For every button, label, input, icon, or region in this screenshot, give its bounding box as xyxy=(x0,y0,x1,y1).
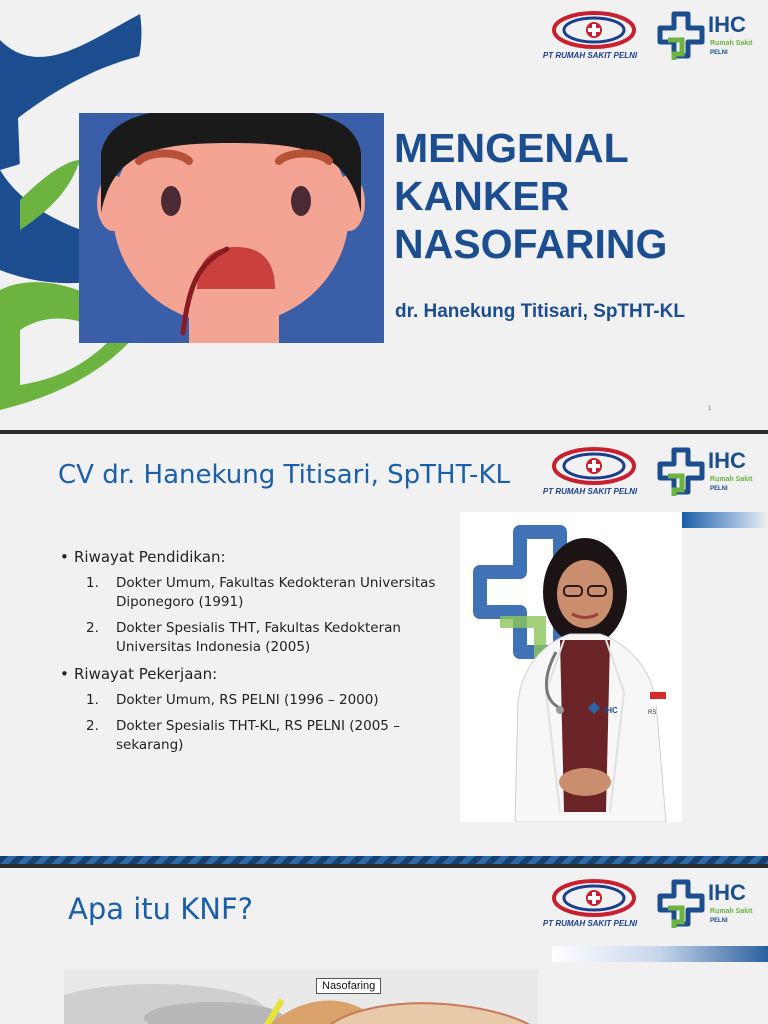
ihc-logo-subtext: PELNI xyxy=(710,918,728,924)
hospital-logos xyxy=(528,878,768,938)
ihc-logo-subtext: Rumah Sakit xyxy=(710,476,753,483)
nasopharynx-anatomy-image xyxy=(64,970,538,1024)
hospital-logos xyxy=(528,10,768,70)
ihc-logo-subtext: PELNI xyxy=(710,486,728,492)
work-section xyxy=(60,665,450,755)
coat-badge-text: IHC xyxy=(604,706,618,715)
list-number: 2. xyxy=(86,620,99,636)
ihc-logo-text: IHC xyxy=(708,12,746,37)
education-list xyxy=(60,574,450,657)
coat-badge-small: RS xyxy=(648,710,657,716)
ihc-logo-subtext: Rumah Sakit xyxy=(710,908,753,915)
doctor-photo xyxy=(460,512,682,822)
title-line: KANKER xyxy=(394,173,570,219)
section-heading: • Riwayat Pekerjaan: xyxy=(60,665,450,683)
ihc-logo xyxy=(654,446,764,502)
list-item-text: Dokter Spesialis THT, Fakultas Kedokteran Universitas Indonesia (2005) xyxy=(116,620,401,655)
pelni-logo xyxy=(528,878,648,934)
nasofaring-label: Nasofaring xyxy=(316,978,381,994)
accent-stripe xyxy=(682,512,768,528)
hospital-logos xyxy=(528,446,768,506)
page-number: 1 xyxy=(708,406,712,412)
pelni-logo-text: PT RUMAH SAKIT PELNI xyxy=(542,51,638,60)
pelni-logo-text: PT RUMAH SAKIT PELNI xyxy=(542,919,638,928)
pelni-logo xyxy=(528,446,648,502)
slide-title: Apa itu KNF? xyxy=(68,892,254,926)
pattern-band xyxy=(0,856,768,864)
list-number: 2. xyxy=(86,718,99,734)
cv-slide xyxy=(0,434,768,864)
list-item xyxy=(60,574,450,612)
title-line: NASOFARING xyxy=(394,221,668,267)
ihc-logo-text: IHC xyxy=(708,448,746,473)
ihc-logo xyxy=(654,10,764,66)
ihc-logo xyxy=(654,878,764,934)
education-section xyxy=(60,548,450,657)
list-item-text: Dokter Umum, Fakultas Kedokteran Universitas Diponegoro (1991) xyxy=(116,575,436,610)
title-line: MENGENAL xyxy=(394,125,629,171)
work-list xyxy=(60,691,450,755)
presenter-name: dr. Hanekung Titisari, SpTHT-KL xyxy=(395,301,685,322)
list-number: 1. xyxy=(86,575,99,591)
list-item xyxy=(60,691,450,710)
pelni-logo xyxy=(528,10,648,66)
knf-slide xyxy=(0,868,768,1024)
nosebleed-illustration xyxy=(79,113,384,343)
section-heading: • Riwayat Pendidikan: xyxy=(60,548,450,566)
title-slide xyxy=(0,0,768,430)
accent-stripe xyxy=(552,946,768,962)
ihc-logo-text: IHC xyxy=(708,880,746,905)
pelni-logo-text: PT RUMAH SAKIT PELNI xyxy=(542,487,638,496)
list-item xyxy=(60,619,450,657)
presentation-title xyxy=(394,124,667,268)
ihc-logo-subtext: PELNI xyxy=(710,50,728,56)
list-item xyxy=(60,717,450,755)
list-item-text: Dokter Umum, RS PELNI (1996 – 2000) xyxy=(116,692,379,708)
slide-title: CV dr. Hanekung Titisari, SpTHT-KL xyxy=(58,460,510,490)
list-item-text: Dokter Spesialis THT-KL, RS PELNI (2005 – sekarang) xyxy=(116,718,400,753)
list-number: 1. xyxy=(86,692,99,708)
ihc-logo-subtext: Rumah Sakit xyxy=(710,40,753,47)
cv-content xyxy=(60,548,450,763)
